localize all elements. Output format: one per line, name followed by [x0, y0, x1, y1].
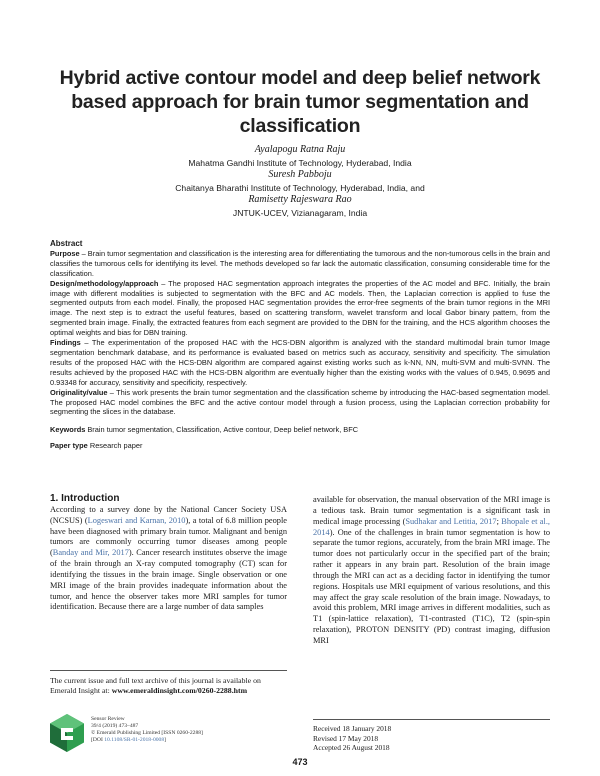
- keywords: [50, 425, 550, 435]
- abstract-heading: Abstract: [50, 239, 83, 248]
- keywords-text: Brain tumor segmentation, Classification, Active contour, Deep belief network, BFC: [85, 425, 359, 435]
- page-number: 473: [292, 757, 308, 767]
- journal-volume: 39/4 (2019) 473–487: [91, 723, 139, 729]
- design-text: – The proposed HAC segmentation approach integrates the properties of the AC model and BFC. Initially, the brain image with different modalities is subjected to segmentation with the BFC and AC models. Then, the Laplacian correction is applied to fuse the segmented outputs from each model. Finally, the proposed HAC segmentation provides the error-free segments of the brain tumor regions in the MRI image. The next step is to extract the useful features, based on scattering transform, wavelet transform and local Gabor binary pattern, from the segmented brain image. Finally, the extracted features from each segment are provided to the DBN for the training, and the HCS algorithm chooses the optimal weights and bias for DBN training.: [50, 278, 550, 338]
- accepted-date: Accepted 26 August 2018: [313, 743, 390, 752]
- revised-date: Revised 17 May 2018: [313, 733, 379, 743]
- purpose-text: – Brain tumor segmentation and classification is the interesting area for differentiating the tumorous and the non-tumorous cells in the brain and classifies the tumorous cells for identifying its level. The methods developed so far lack the automatic classification, consuming considerable time for the classification.: [50, 248, 550, 278]
- abstract-design: [50, 279, 550, 338]
- footnote: [50, 676, 287, 696]
- citation-link[interactable]: Logeswari and Karnan, 2010: [87, 515, 186, 525]
- journal-url[interactable]: www.emeraldinsight.com/0260-2288.htm: [111, 686, 248, 695]
- dates-divider: [313, 719, 550, 720]
- paper-type-label: Paper type: [50, 441, 88, 451]
- author-affiliation: Chaitanya Bharathi Institute of Technology, Hyderabad, India, and: [175, 182, 425, 193]
- dates-block: [313, 724, 391, 753]
- originality-text: – This work presents the brain tumor segmentation and the classification scheme by introducing the HAC-based segmentation model. The proposed HAC model combines the BFC and the active contour model through a fusion process, using the Laplacian correction probability for segmenting the slices in the database.: [50, 387, 550, 417]
- citation-link[interactable]: Bhopale et al., 2014: [313, 516, 550, 537]
- author-affiliation: JNTUK-UCEV, Vizianagaram, India: [232, 207, 368, 218]
- paper-type: [50, 441, 550, 451]
- author-block: [60, 144, 540, 220]
- findings-text: – The experimentation of the proposed HAC with the HCS-DBN algorithm is analyzed with the standard multimodal brain tumor Image segmentation benchmark database, and its performance is evaluated based on metrics such as accuracy, sensitivity and specificity. The simulation results of the proposed HAC with the HCS-DBN algorithm are compared against existing works such as k-NN, NN, multi-SVM and multi-SVNN. The results achieved by the proposed HAC with the HCS-DBN algorithm are eventually higher than the existing works with the values of 0.945, 0.9695 and 0.93348 for accuracy, sensitivity and specificity, respectively.: [50, 338, 550, 387]
- author-name: Ramisetty Rajeswara Rao: [248, 194, 352, 206]
- left-column: [50, 494, 287, 613]
- abstract-purpose: [50, 249, 550, 279]
- body-text: ;: [496, 516, 502, 526]
- author-affiliation: Mahatma Gandhi Institute of Technology, Hyderabad, India: [188, 157, 412, 168]
- body-text: ). Cancer research institutes observe the image of the brain through an X-ray computed tomography (CT) scan for identifying the tissues in the brain image. Single observation or one MRI image of the brain provides inadequate information about the tumor, and hence the observer takes more MRI samples for tumor identification. Because there are a large number of data samples: [50, 548, 287, 612]
- keywords-label: Keywords: [50, 425, 86, 435]
- abstract-originality: [50, 388, 550, 418]
- author-name: Ayalapogu Ratna Raju: [254, 144, 346, 155]
- right-column: [313, 495, 550, 647]
- body-text: ), a total of 6.8 million people have been diagnosed with primary brain tumor. Malignant and benign tumors are commonly occurring tumor diseases among people (: [50, 515, 287, 558]
- body-text: ). One of the challenges in brain tumor segmentation is how to separate the tumor regions, accurately, from the brain MRI image. The tumor does not particularly occur in the specified part of the brain; rather it appears in any brain part. Resolution of the brain image through the MRI can act as a deciding factor in identifying the tumor regions. Hospitals use MRI equipment of various resolutions, and this may affect the gray scale resolution of the brain image. Nowadays, to avoid this problem, MRI image arrives in different modalities, such as T1 (spin-lattice relaxation), T1-contrasted (T1C), T2 (spin-spin relaxation), PROTON DENSITY (PD) contrast imaging, diffusion MRI: [313, 527, 550, 645]
- author-name: Suresh Pabboju: [268, 169, 332, 181]
- paper-type-text: Research paper: [87, 441, 143, 451]
- abstract-findings: [50, 338, 550, 388]
- received-date: Received 18 January 2018: [313, 724, 392, 733]
- intro-paragraph: [50, 505, 287, 613]
- footnote-divider: [50, 670, 287, 671]
- journal-info: [91, 716, 203, 744]
- design-label: Design/methodology/approach: [50, 278, 159, 288]
- findings-label: Findings: [50, 338, 81, 348]
- purpose-label: Purpose: [50, 248, 80, 258]
- emerald-logo-icon: [50, 714, 84, 752]
- doi-link[interactable]: 10.1108/SR-01-2018-0008: [104, 737, 165, 743]
- doi-label: [DOI: [91, 737, 105, 743]
- body-text: According to a survey done by the National Cancer Society USA (NCSUS) (: [50, 504, 287, 525]
- originality-label: Originality/value: [50, 387, 108, 397]
- journal-name: Sensor Review: [91, 716, 125, 722]
- doi-end: ]: [164, 737, 167, 743]
- footnote-text: The current issue and full text archive of this journal is available on Emerald Insight at:: [50, 676, 261, 695]
- citation-link[interactable]: Banday and Mir, 2017: [52, 548, 129, 558]
- section-heading: 1. Introduction: [50, 493, 120, 504]
- journal-publisher: © Emerald Publishing Limited [ISSN 0260-2288]: [91, 730, 203, 736]
- citation-link[interactable]: Sudhakar and Letitia, 2017: [405, 516, 497, 526]
- journal-doi: [91, 737, 203, 744]
- body-text: available for observation, the manual observation of the MRI image is a tedious task. Brain tumor segmentation is a significant task in medical image processing (: [313, 495, 550, 526]
- abstract-section: [50, 239, 550, 451]
- paper-title: Hybrid active contour model and deep belief network based approach for brain tumor segmentation and classification: [59, 67, 541, 137]
- intro-paragraph-continued: [313, 495, 550, 647]
